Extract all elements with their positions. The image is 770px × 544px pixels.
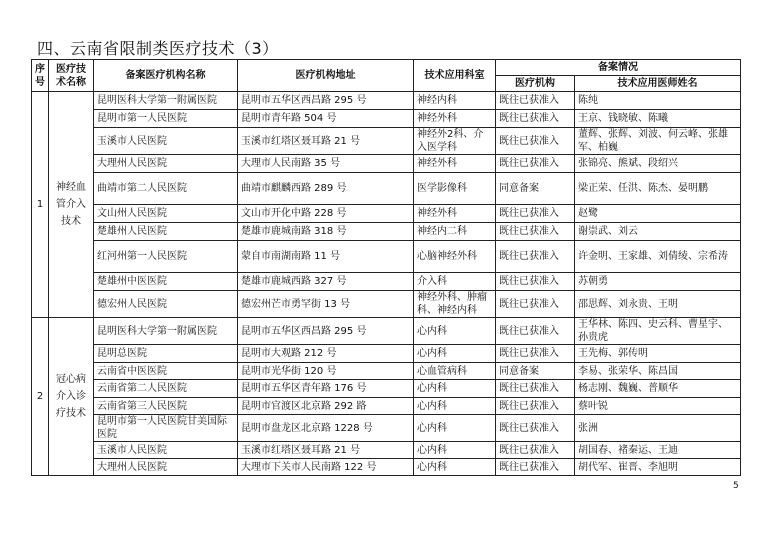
department: 神经外2科、介入医学科: [414, 128, 496, 155]
filing-status: 既往已获准入: [496, 155, 575, 173]
department: 心内科: [414, 380, 496, 398]
institution-address: 文山市开化中路 228 号: [238, 205, 414, 223]
doctor-names: 王先梅、郭传明: [575, 345, 741, 363]
department: 神经内科: [414, 92, 496, 110]
institution-name: 云南省第二人民医院: [94, 380, 238, 398]
institution-name: 大理州人民医院: [94, 459, 238, 476]
doctor-names: 胡国春、褚秦运、王迪: [575, 442, 741, 459]
institution-address: 德宏州芒市勇罕街 13 号: [238, 291, 414, 318]
institution-name: 文山州人民医院: [94, 205, 238, 223]
doctor-names: 谢崇武、刘云: [575, 223, 741, 241]
filing-status: 既往已获准入: [496, 415, 575, 442]
doctor-names: 张锦亮、熊斌、段绍兴: [575, 155, 741, 173]
department: 神经外科、肿瘤科、神经内科: [414, 291, 496, 318]
group-number: 1: [32, 92, 49, 318]
header-no: 序号: [32, 60, 49, 92]
institution-name: 楚雄州中医医院: [94, 273, 238, 291]
filing-status: 既往已获准入: [496, 92, 575, 110]
institution-address: 昆明市五华区西昌路 295 号: [238, 318, 414, 345]
department: 心血管病科: [414, 363, 496, 380]
institution-name: 红河州第一人民医院: [94, 241, 238, 273]
institution-address: 曲靖市麒麟西路 289 号: [238, 173, 414, 205]
table-row: [32, 92, 741, 110]
filing-status: 既往已获准入: [496, 205, 575, 223]
doctor-names: 董辉、张辉、刘波、何云峰、张雄军、柏巍: [575, 128, 741, 155]
institution-address: 昆明市五华区西昌路 295 号: [238, 92, 414, 110]
department: 介入科: [414, 273, 496, 291]
table-row: [32, 459, 741, 476]
institution-address: 楚雄市鹿城南路 318 号: [238, 223, 414, 241]
doctor-names: 邵思辉、刘永贵、王明: [575, 291, 741, 318]
page-number: 5: [733, 481, 739, 491]
table-row: [32, 291, 741, 318]
doctor-names: 张洲: [575, 415, 741, 442]
institution-name: 昆明医科大学第一附属医院: [94, 92, 238, 110]
institution-name: 玉溪市人民医院: [94, 442, 238, 459]
filing-status: 既往已获准入: [496, 442, 575, 459]
institution-name: 曲靖市第二人民医院: [94, 173, 238, 205]
table-row: [32, 363, 741, 380]
department: 神经外科: [414, 155, 496, 173]
table-row: [32, 442, 741, 459]
filing-status: 既往已获准入: [496, 273, 575, 291]
institution-address: 玉溪市红塔区聂耳路 21 号: [238, 128, 414, 155]
filing-status: 既往已获准入: [496, 459, 575, 476]
institution-address: 大理市下关市人民南路 122 号: [238, 459, 414, 476]
institution-address: 玉溪市红塔区聂耳路 21 号: [238, 442, 414, 459]
doctor-names: 李易、张荣华、陈昌国: [575, 363, 741, 380]
institution-name: 大理州人民医院: [94, 155, 238, 173]
tech-name: 冠心病介入诊疗技术: [49, 318, 94, 476]
department: 神经外科: [414, 110, 496, 128]
institution-name: 德宏州人民医院: [94, 291, 238, 318]
department: 心内科: [414, 415, 496, 442]
header-tech: 医疗技术名称: [49, 60, 94, 92]
table-row: [32, 223, 741, 241]
doctor-names: 蔡叶锐: [575, 398, 741, 415]
header-department: 技术应用科室: [414, 60, 496, 92]
doctor-names: 梁正荣、任洪、陈杰、晏明鹏: [575, 173, 741, 205]
table-row: [32, 173, 741, 205]
filing-status: 既往已获准入: [496, 128, 575, 155]
department: 医学影像科: [414, 173, 496, 205]
filing-status: 既往已获准入: [496, 380, 575, 398]
table-row: [32, 318, 741, 345]
doctor-names: 王华林、陈四、史云科、曹星宇、孙贵虎: [575, 318, 741, 345]
doctor-names: 胡代军、崔晋、李旭明: [575, 459, 741, 476]
doctor-names: 王京、钱晓敏、陈曦: [575, 110, 741, 128]
doctor-names: 陈纯: [575, 92, 741, 110]
institution-name: 云南省第三人民医院: [94, 398, 238, 415]
institution-name: 昆明市第一人民医院: [94, 110, 238, 128]
filing-status: 同意备案: [496, 173, 575, 205]
filing-status: 同意备案: [496, 363, 575, 380]
department: 神经内二科: [414, 223, 496, 241]
filing-status: 既往已获准入: [496, 291, 575, 318]
header-address: 医疗机构地址: [238, 60, 414, 92]
filing-status: 既往已获准入: [496, 241, 575, 273]
table-row: [32, 128, 741, 155]
filing-status: 既往已获准入: [496, 110, 575, 128]
institution-address: 昆明市光华街 120 号: [238, 363, 414, 380]
department: 心脑神经外科: [414, 241, 496, 273]
table-row: [32, 205, 741, 223]
institution-address: 昆明市盘龙区北京路 1228 号: [238, 415, 414, 442]
table-row: [32, 110, 741, 128]
table-row: [32, 398, 741, 415]
filing-status: 既往已获准入: [496, 398, 575, 415]
table-row: [32, 380, 741, 398]
filing-status: 既往已获准入: [496, 318, 575, 345]
institution-address: 楚雄市鹿城西路 327 号: [238, 273, 414, 291]
page-title: 四、云南省限制类医疗技术（3）: [37, 39, 279, 58]
department: 心内科: [414, 459, 496, 476]
table-row: [32, 155, 741, 173]
institution-name: 玉溪市人民医院: [94, 128, 238, 155]
table-row: [32, 415, 741, 442]
institution-name: 昆明医科大学第一附属医院: [94, 318, 238, 345]
table-row: [32, 241, 741, 273]
doctor-names: 许金明、王家雄、刘倩绫、宗希涛: [575, 241, 741, 273]
tech-name: 神经血管介入技术: [49, 92, 94, 318]
doctor-names: 苏朝勇: [575, 273, 741, 291]
header-filing: 备案情况: [496, 60, 741, 76]
doctor-names: 杨志刚、魏巍、普顺华: [575, 380, 741, 398]
filing-table: [31, 59, 741, 476]
header-institution: 备案医疗机构名称: [94, 60, 238, 92]
header-filing-org: 医疗机构: [496, 76, 575, 92]
institution-name: 楚雄州人民医院: [94, 223, 238, 241]
filing-status: 既往已获准入: [496, 345, 575, 363]
department: 心内科: [414, 318, 496, 345]
table-row: [32, 345, 741, 363]
institution-address: 昆明市青年路 504 号: [238, 110, 414, 128]
header-doctors: 技术应用医师姓名: [575, 76, 741, 92]
institution-name: 云南省中医医院: [94, 363, 238, 380]
table-row: [32, 273, 741, 291]
institution-name: 昆明市第一人民医院甘美国际医院: [94, 415, 238, 442]
institution-address: 蒙自市南湖南路 11 号: [238, 241, 414, 273]
institution-address: 昆明市大观路 212 号: [238, 345, 414, 363]
institution-address: 昆明市官渡区北京路 292 路: [238, 398, 414, 415]
department: 心内科: [414, 442, 496, 459]
institution-address: 昆明市五华区青年路 176 号: [238, 380, 414, 398]
doctor-names: 赵鹭: [575, 205, 741, 223]
table-body: [32, 92, 741, 476]
department: 心内科: [414, 345, 496, 363]
group-number: 2: [32, 318, 49, 476]
department: 心内科: [414, 398, 496, 415]
institution-address: 大理市人民南路 35 号: [238, 155, 414, 173]
filing-status: 既往已获准入: [496, 223, 575, 241]
institution-name: 昆明总医院: [94, 345, 238, 363]
department: 神经外科: [414, 205, 496, 223]
